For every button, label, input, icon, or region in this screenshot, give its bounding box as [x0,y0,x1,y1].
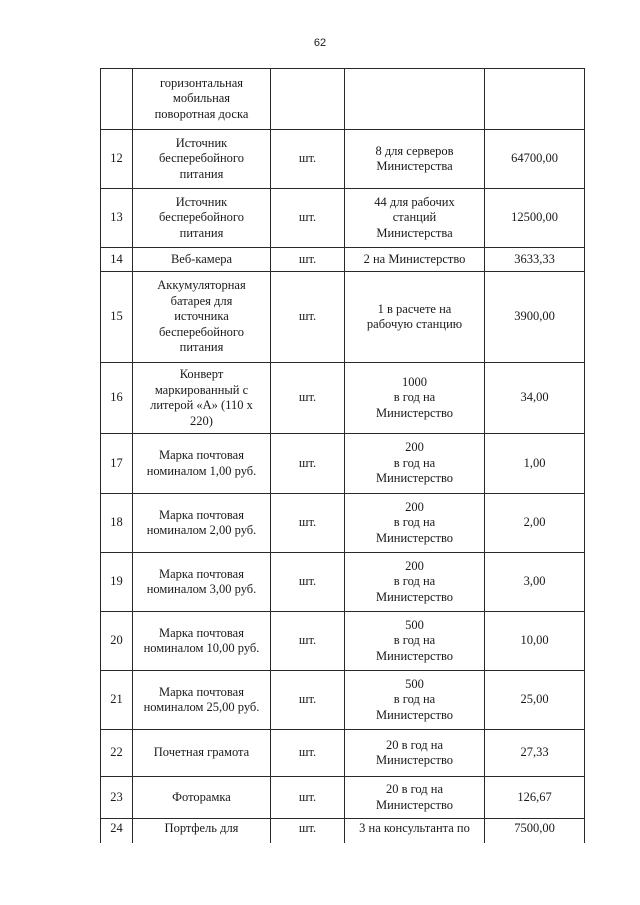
item-name: Источник бесперебойного питания [133,130,271,189]
quantity-norm: 1000 в год на Министерство [345,363,485,434]
price: 27,33 [485,730,585,777]
table-row [101,248,585,272]
row-number: 19 [101,553,133,612]
unit: шт. [271,612,345,671]
item-name: Аккумуляторная батарея для источника бесперебойного питания [133,272,271,363]
price: 2,00 [485,494,585,553]
quantity-norm: 44 для рабочих станций Министерства [345,189,485,248]
row-number: 15 [101,272,133,363]
row-number: 23 [101,777,133,819]
table-row [101,130,585,189]
unit: шт. [271,363,345,434]
items-table [100,68,585,843]
row-number [101,69,133,130]
item-name: горизонтальная мобильная поворотная доска [133,69,271,130]
item-name: Марка почтовая номиналом 10,00 руб. [133,612,271,671]
item-name: Почетная грамота [133,730,271,777]
unit: шт. [271,248,345,272]
quantity-norm: 500 в год на Министерство [345,612,485,671]
table-row [101,363,585,434]
price: 126,67 [485,777,585,819]
table-row [101,612,585,671]
quantity-norm: 500 в год на Министерство [345,671,485,730]
price: 12500,00 [485,189,585,248]
quantity-norm: 2 на Министерство [345,248,485,272]
row-number: 24 [101,819,133,843]
table-row [101,553,585,612]
quantity-norm: 200 в год на Министерство [345,553,485,612]
price [485,69,585,130]
table-row [101,730,585,777]
price: 25,00 [485,671,585,730]
quantity-norm: 200 в год на Министерство [345,494,485,553]
table-row [101,494,585,553]
price: 1,00 [485,434,585,494]
price: 3900,00 [485,272,585,363]
table-row [101,189,585,248]
item-name: Марка почтовая номиналом 1,00 руб. [133,434,271,494]
table-row [101,777,585,819]
unit: шт. [271,819,345,843]
price: 7500,00 [485,819,585,843]
price: 10,00 [485,612,585,671]
item-name: Источник бесперебойного питания [133,189,271,248]
table-row [101,69,585,130]
item-name: Марка почтовая номиналом 3,00 руб. [133,553,271,612]
unit: шт. [271,189,345,248]
row-number: 14 [101,248,133,272]
row-number: 13 [101,189,133,248]
quantity-norm: 3 на консультанта по [345,819,485,843]
table-row [101,671,585,730]
row-number: 20 [101,612,133,671]
table-row [101,434,585,494]
row-number: 21 [101,671,133,730]
unit: шт. [271,777,345,819]
item-name: Портфель для [133,819,271,843]
unit: шт. [271,272,345,363]
unit: шт. [271,730,345,777]
quantity-norm: 20 в год на Министерство [345,777,485,819]
table-row [101,272,585,363]
quantity-norm: 20 в год на Министерство [345,730,485,777]
row-number: 22 [101,730,133,777]
table-row [101,819,585,843]
item-name: Марка почтовая номиналом 25,00 руб. [133,671,271,730]
price: 3,00 [485,553,585,612]
price: 64700,00 [485,130,585,189]
row-number: 18 [101,494,133,553]
row-number: 16 [101,363,133,434]
item-name: Марка почтовая номиналом 2,00 руб. [133,494,271,553]
price: 34,00 [485,363,585,434]
item-name: Фоторамка [133,777,271,819]
row-number: 17 [101,434,133,494]
row-number: 12 [101,130,133,189]
price: 3633,33 [485,248,585,272]
unit: шт. [271,494,345,553]
unit: шт. [271,434,345,494]
item-name: Веб-камера [133,248,271,272]
unit: шт. [271,130,345,189]
quantity-norm: 1 в расчете на рабочую станцию [345,272,485,363]
item-name: Конверт маркированный с литерой «А» (110 х 220) [133,363,271,434]
page-number: 62 [313,37,327,49]
unit: шт. [271,553,345,612]
unit [271,69,345,130]
unit: шт. [271,671,345,730]
quantity-norm: 200 в год на Министерство [345,434,485,494]
quantity-norm: 8 для серверов Министерства [345,130,485,189]
quantity-norm [345,69,485,130]
